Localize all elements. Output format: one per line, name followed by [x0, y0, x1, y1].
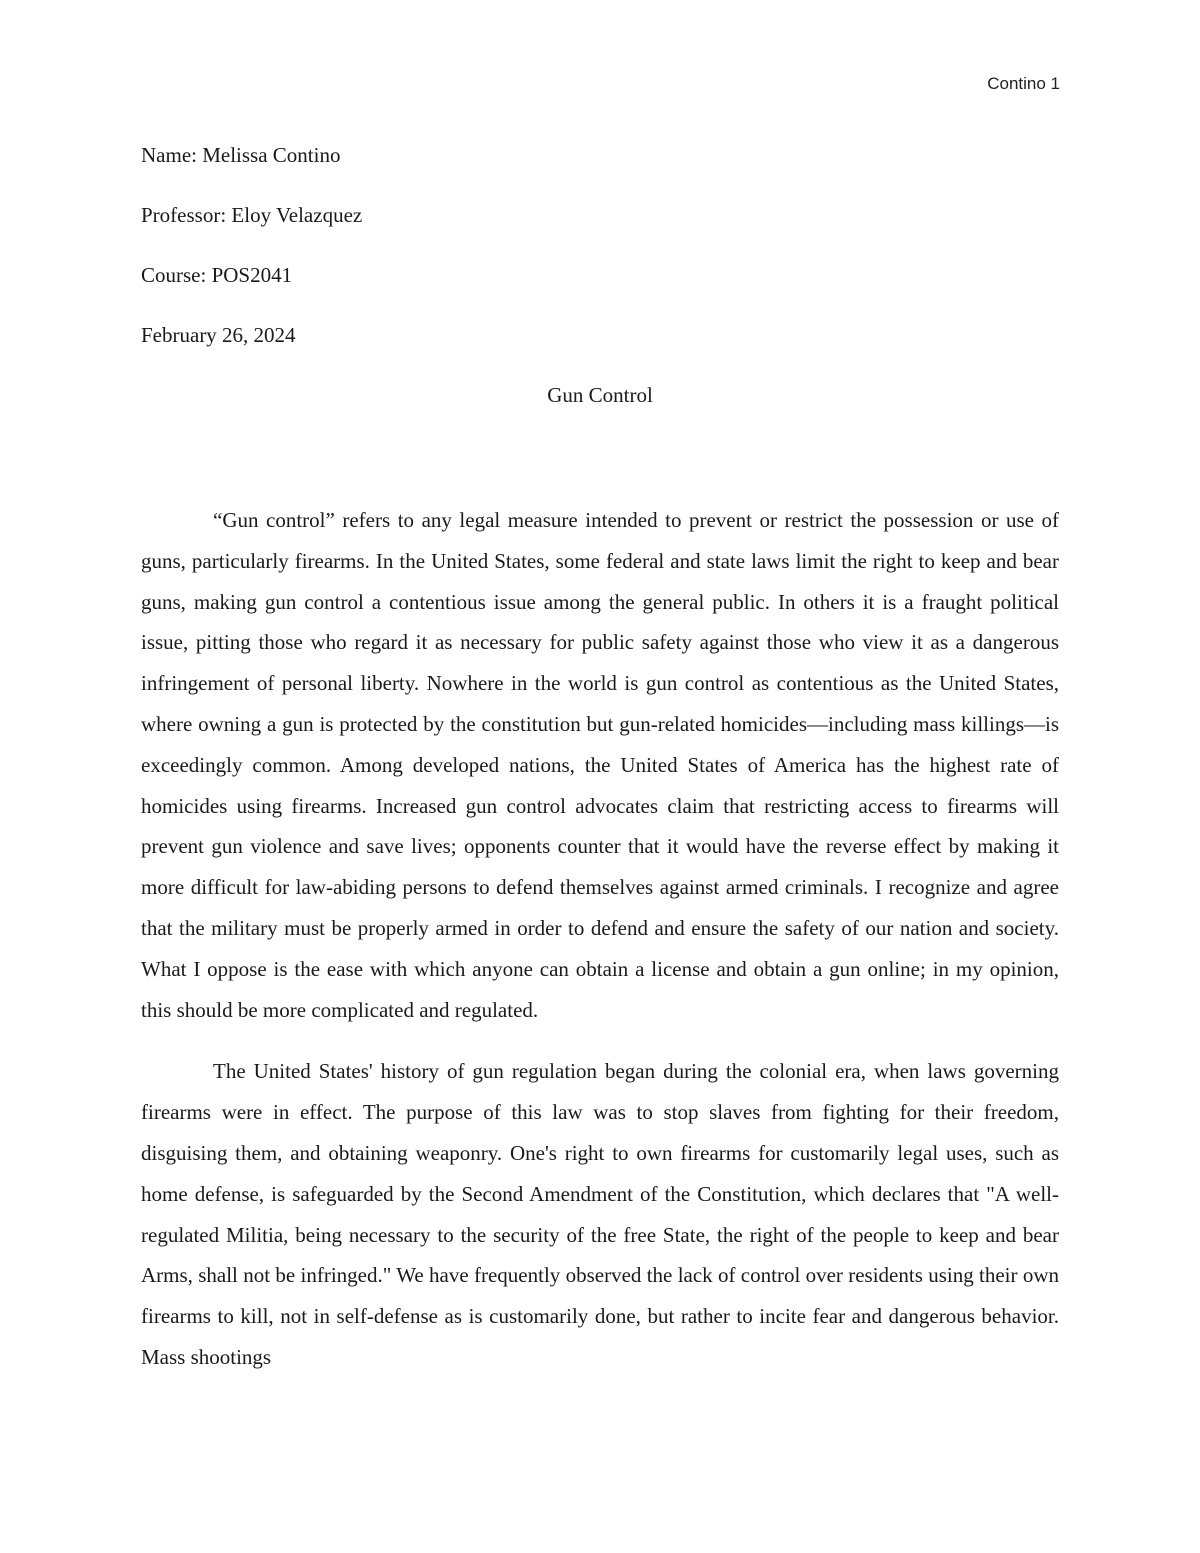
course-name: Course: POS2041 [141, 263, 293, 287]
date: February 26, 2024 [141, 323, 296, 347]
student-name: Name: Melissa Contino [141, 143, 341, 167]
essay-body [141, 500, 1059, 1399]
page-title: Gun Control [547, 383, 653, 407]
professor-name: Professor: Eloy Velazquez [141, 203, 363, 227]
paragraph-2: The United States' history of gun regulation began during the colonial era, when laws governing firearms were in effect. The purpose of this law was to stop slaves from fighting for their freedom, disguising them, and obtaining weaponry. One's right to own firearms for customarily legal uses, such as home defense, is safeguarded by the Second Amendment of the Constitution, which declares that "A well-regulated Militia, being necessary to the security of the free State, the right of the people to keep and bear Arms, shall not be infringed." We have frequently observed the lack of control over residents using their own firearms to kill, not in self-defense as is customarily done, but rather to incite fear and dangerous behavior. Mass shootings [141, 1059, 1059, 1369]
mla-heading [141, 140, 1059, 350]
running-head: Contino 1 [987, 74, 1060, 93]
paragraph-1: “Gun control” refers to any legal measure intended to prevent or restrict the possession or use of guns, particularly firearms. In the United States, some federal and state laws limit the right to keep and bear guns, making gun control a contentious issue among the general public. In others it is a fraught political issue, pitting those who regard it as necessary for public safety against those who view it as a dangerous infringement of personal liberty. Nowhere in the world is gun control as contentious as the United States, where owning a gun is protected by the constitution but gun-related homicides—including mass killings—is exceedingly common. Among developed nations, the United States of America has the highest rate of homicides using firearms. Increased gun control advocates claim that restricting access to firearms will prevent gun violence and save lives; opponents counter that it would have the reverse effect by making it more difficult for law-abiding persons to defend themselves against armed criminals. I recognize and agree that the military must be properly armed in order to defend and ensure the safety of our nation and society. What I oppose is the ease with which anyone can obtain a license and obtain a gun online; in my opinion, this should be more complicated and regulated. [141, 508, 1059, 1022]
